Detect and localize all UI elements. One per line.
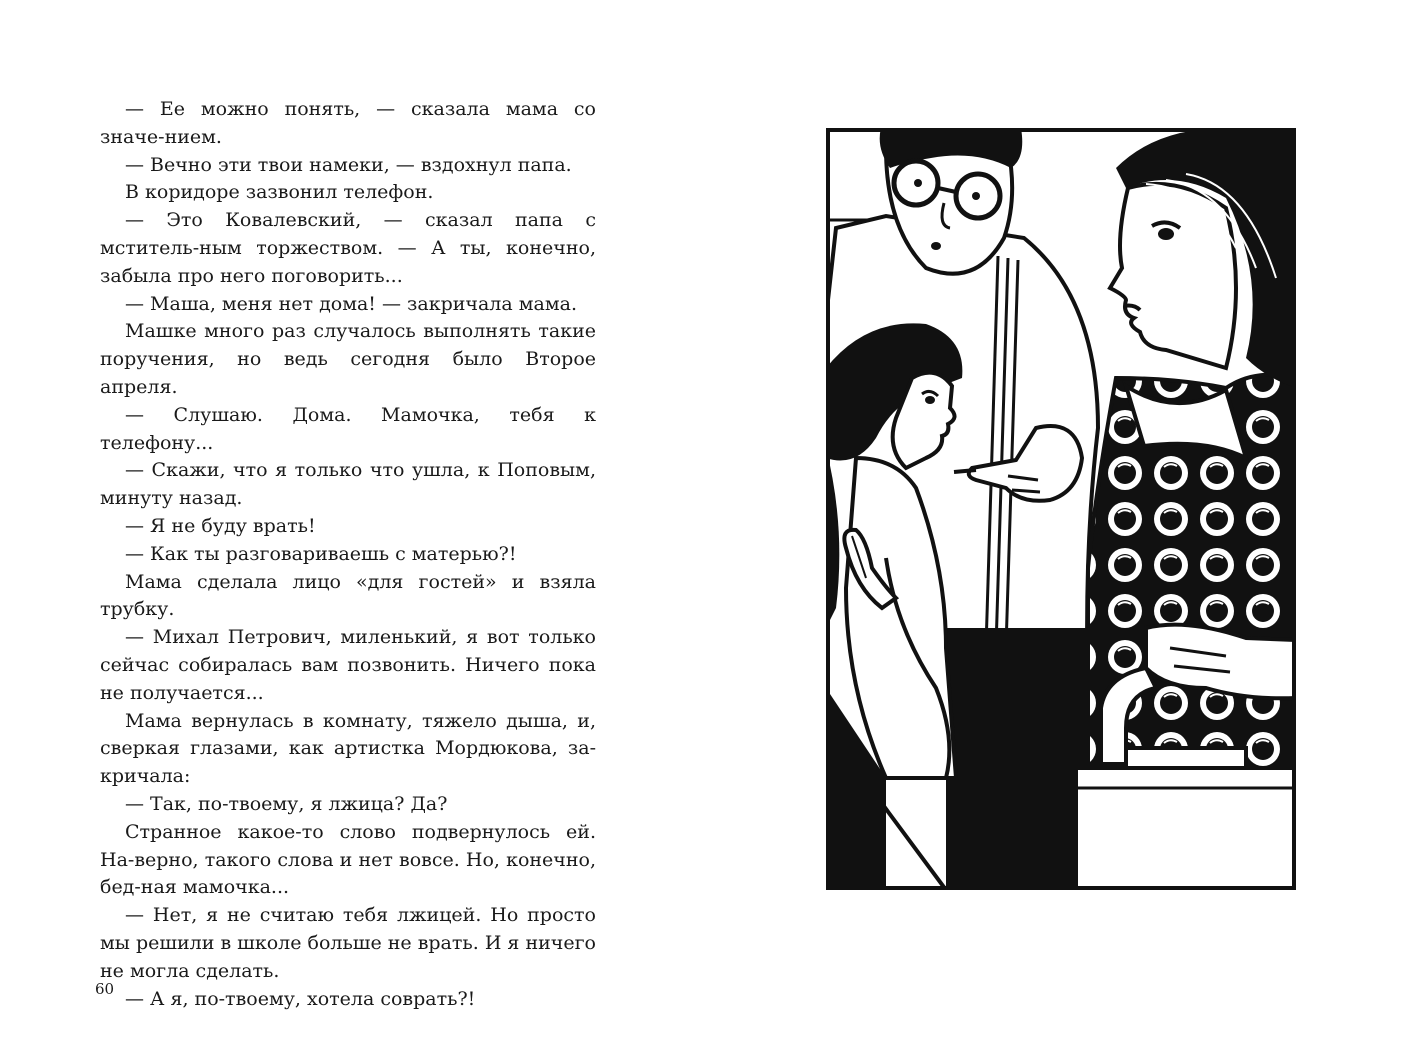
page-number: 60 xyxy=(95,980,115,998)
body-text xyxy=(100,96,596,1013)
paragraph: — Я не буду врать! xyxy=(125,514,316,537)
paragraph: — Скажи, что я только что ушла, к Поповым, минуту назад. xyxy=(100,459,596,510)
paragraph: Машке много раз случалось выполнять такие поручения, но ведь сегодня было Второе апреля. xyxy=(100,320,596,398)
paragraph: — Михал Петрович, миленький, я вот только сейчас собиралась вам позвонить. Ничего пока не получается... xyxy=(100,626,596,704)
paragraph: — А я, по-твоему, хотела соврать?! xyxy=(125,987,476,1010)
family-scene-illustration xyxy=(826,128,1296,890)
paragraph: Мама сделала лицо «для гостей» и взяла трубку. xyxy=(100,570,596,621)
paragraph: — Так, по-твоему, я лжица? Да? xyxy=(125,792,448,815)
paragraph: Странное какое-то слово подвернулось ей. На-верно, такого слова и нет вовсе. Но, конечно, бед-ная мамочка... xyxy=(100,820,596,899)
paragraph: Мама вернулась в комнату, тяжело дыша, и, сверкая глазами, как артистка Мордюкова, за-кричала: xyxy=(100,709,596,788)
paragraph: — Маша, меня нет дома! — закричала мама. xyxy=(125,292,577,315)
paragraph: В коридоре зазвонил телефон. xyxy=(125,181,434,204)
paragraph: — Как ты разговариваешь с матерью?! xyxy=(125,542,517,565)
paragraph: — Ее можно понять, — сказала мама со значе-нием. xyxy=(100,98,596,148)
paragraph: — Нет, я не считаю тебя лжицей. Но просто мы решили в школе больше не врать. И я ничего не могла сделать. xyxy=(100,904,596,982)
paragraph: — Это Ковалевский, — сказал папа с мститель-ным торжеством. — А ты, конечно, забыла про него поговорить... xyxy=(100,209,596,287)
paragraph: — Вечно эти твои намеки, — вздохнул папа. xyxy=(125,153,572,176)
paragraph: — Слушаю. Дома. Мамочка, тебя к телефону... xyxy=(100,403,596,454)
